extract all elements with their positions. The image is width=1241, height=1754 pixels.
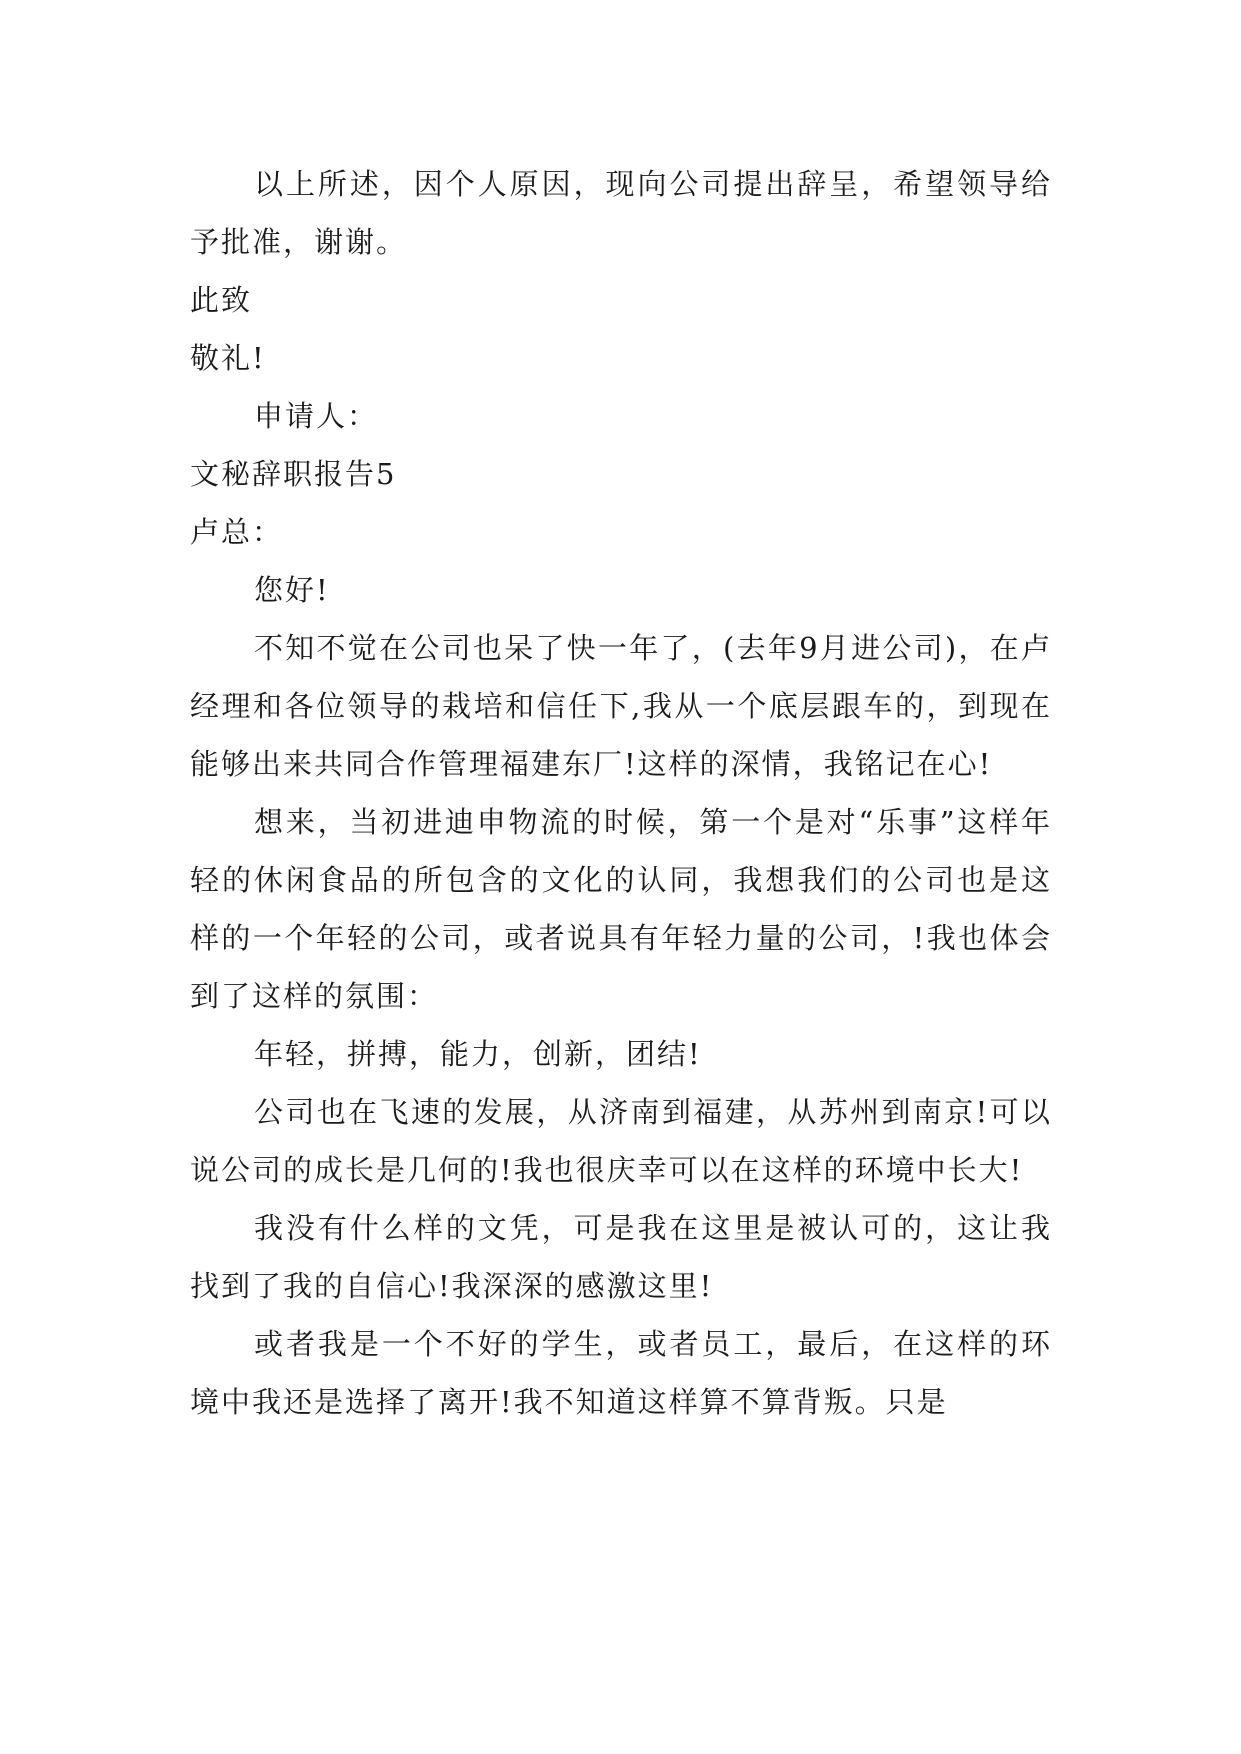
- paragraph-body-2: 想来，当初进迪申物流的时候，第一个是对“乐事”这样年轻的休闲食品的所包含的文化的认同，我想我们的公司也是这样的一个年轻的公司，或者说具有年轻力量的公司，!我也体会到了这样的氛围：: [190, 805, 1052, 1013]
- paragraph-body-6: 或者我是一个不好的学生，或者员工，最后，在这样的环境中我还是选择了离开!我不知道这样算不算背叛。只是: [190, 1327, 1052, 1419]
- paragraph-regards: 敬礼!: [190, 341, 266, 375]
- section-heading: 文秘辞职报告5: [190, 457, 397, 491]
- paragraph-body-4: 公司也在飞速的发展，从济南到福建，从苏州到南京!可以说公司的成长是几何的!我也很庆幸可以在这样的环境中长大!: [190, 1095, 1052, 1187]
- paragraph-request-approval: 以上所述，因个人原因，现向公司提出辞呈，希望领导给予批准，谢谢。: [190, 167, 1052, 259]
- paragraph-body-3: 年轻，拼搏，能力，创新，团结!: [254, 1037, 702, 1071]
- paragraph-body-5: 我没有什么样的文凭，可是我在这里是被认可的，这让我找到了我的自信心!我深深的感激这里!: [190, 1211, 1052, 1303]
- paragraph-body-1: 不知不觉在公司也呆了快一年了，(去年9月进公司)，在卢经理和各位领导的栽培和信任下,我从一个底层跟车的，到现在能够出来共同合作管理福建东厂!这样的深情，我铭记在心!: [190, 631, 1052, 781]
- paragraph-addressee: 卢总：: [190, 515, 284, 549]
- document-body: [190, 155, 1052, 1431]
- paragraph-salutation: 此致: [190, 283, 253, 317]
- paragraph-applicant: 申请人：: [254, 399, 379, 433]
- paragraph-greeting: 您好!: [254, 573, 330, 607]
